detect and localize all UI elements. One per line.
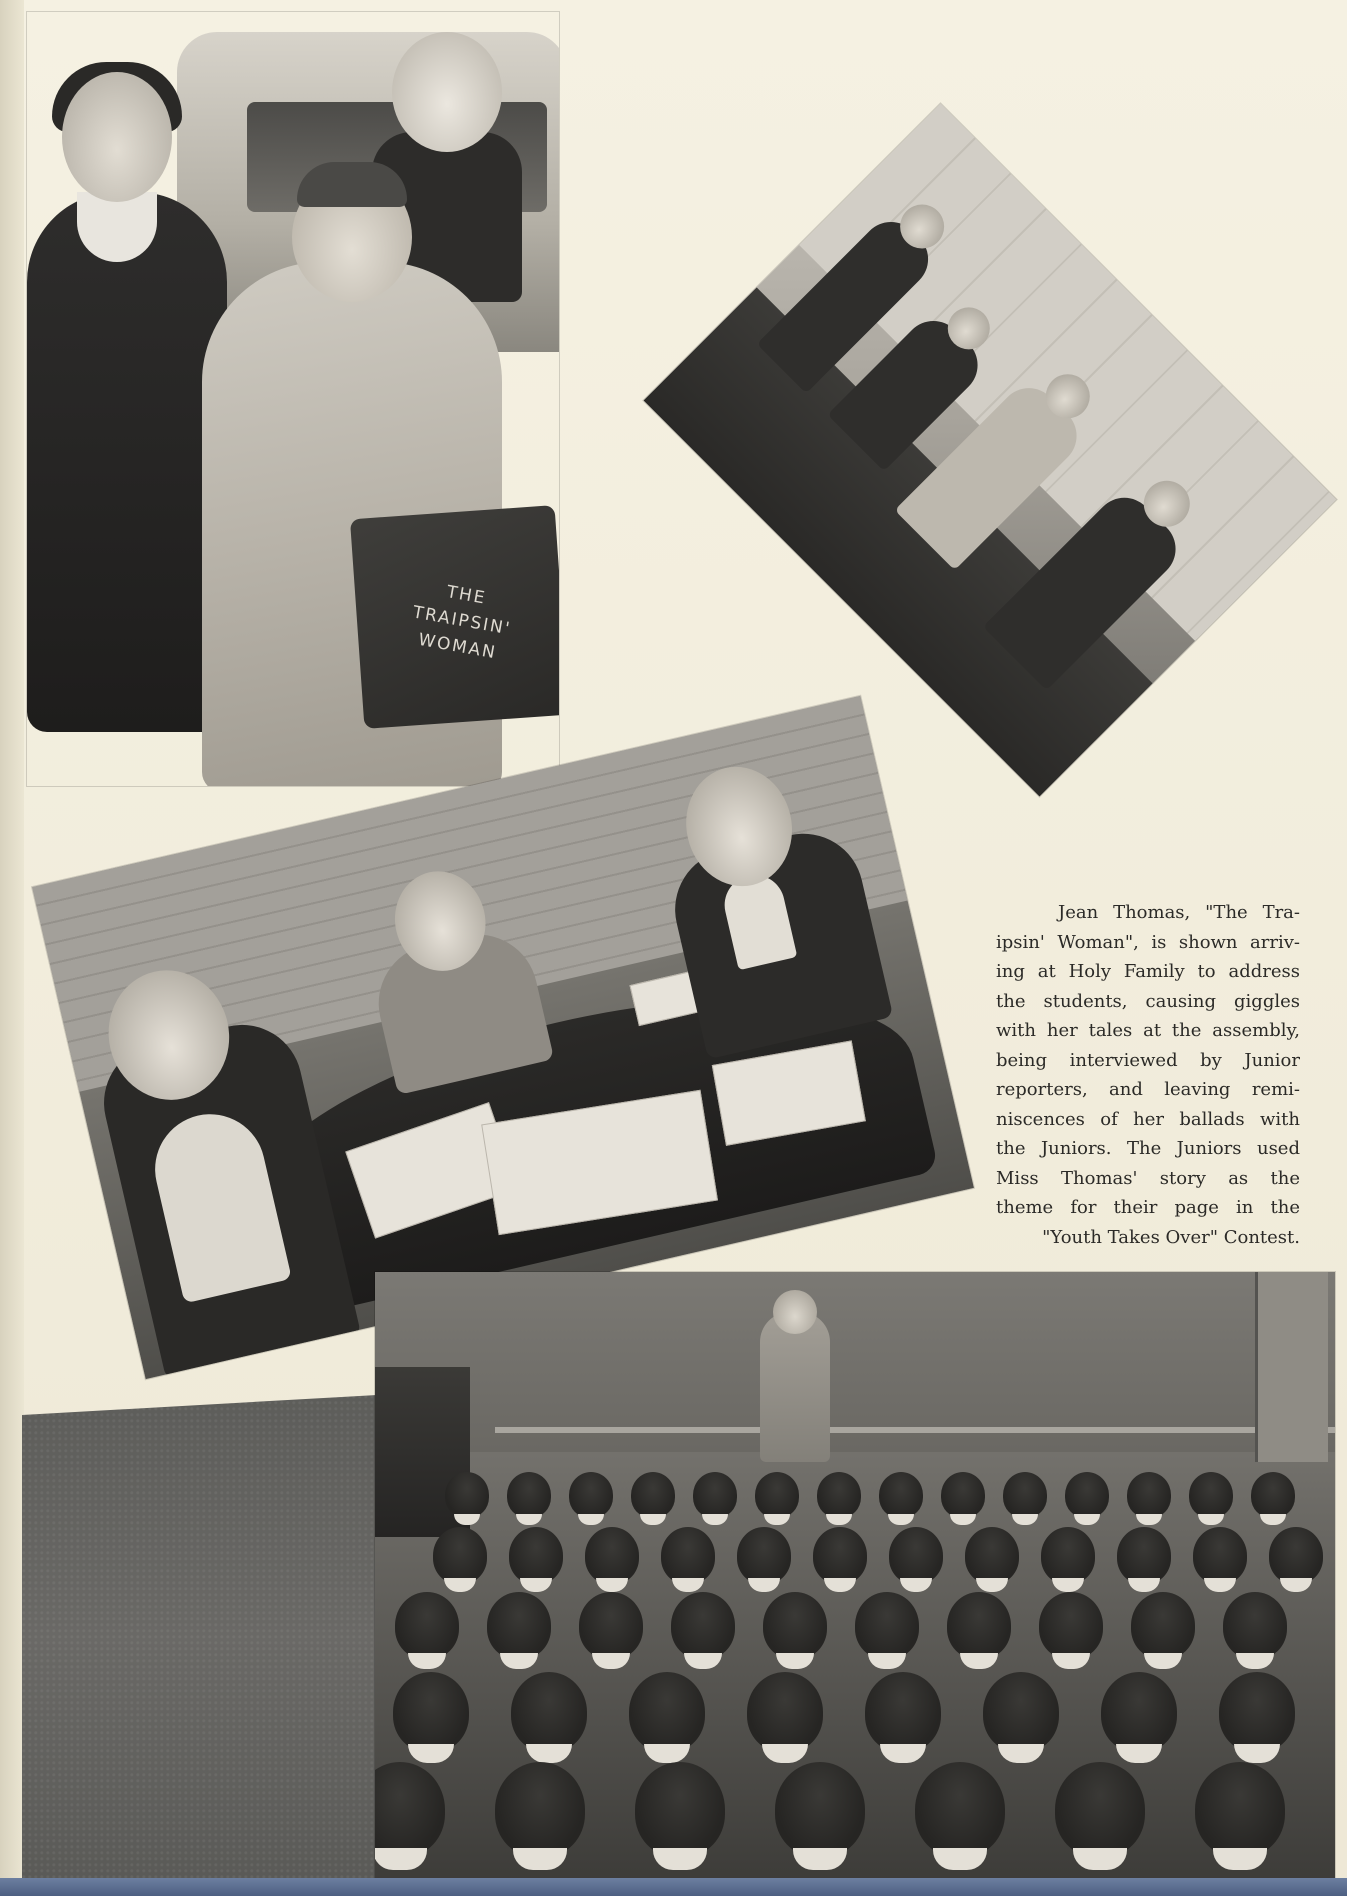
classroom-door [1255,1272,1328,1462]
audience-head [393,1672,469,1752]
audience-head [1189,1472,1233,1518]
audience-head [1193,1527,1247,1584]
grey-paper-panel [22,1395,377,1880]
audience-head [569,1472,613,1518]
audience-head [1055,1762,1145,1857]
audience-collar [1280,1578,1312,1592]
audience-collar [764,1514,790,1525]
audience-collar [824,1578,856,1592]
audience-head [1269,1527,1323,1584]
audience-collar [1144,1653,1182,1669]
caption-line: ing at Holy Family to address [996,961,1300,982]
student-left-head [62,72,172,202]
chalk-ledge [495,1427,1335,1433]
audience-collar [653,1848,707,1871]
audience-head [1101,1672,1177,1752]
audience-collar [578,1514,604,1525]
audience-collar [976,1578,1008,1592]
audience-collar [513,1848,567,1871]
audience-head [495,1762,585,1857]
audience-head [879,1472,923,1518]
audience-collar [1236,1653,1274,1669]
audience-head [1131,1592,1195,1659]
audience-head [509,1527,563,1584]
audience-collar [1074,1514,1100,1525]
audience-collar [1260,1514,1286,1525]
audience-head [747,1672,823,1752]
audience-collar [762,1744,808,1763]
audience-head [487,1592,551,1659]
audience-head [433,1527,487,1584]
photo-arrival [27,12,559,786]
page-bottom-edge [0,1878,1347,1896]
caption-line: the students, causing giggles [996,990,1300,1012]
caption-line: with her tales at the assembly, [996,1020,1300,1041]
audience-head [1117,1527,1171,1584]
audience-head [941,1472,985,1518]
audience-collar [408,1653,446,1669]
audience-head [511,1672,587,1752]
caption-line: "Youth Takes Over" Contest. [1042,1226,1300,1248]
caption-line: being interviewed by Junior [996,1049,1300,1071]
audience-collar [793,1848,847,1871]
photo-assembly-stage [644,104,1337,797]
audience-collar [880,1744,926,1763]
audience-head [965,1527,1019,1584]
audience-collar [950,1514,976,1525]
audience-collar [1136,1514,1162,1525]
audience-collar [776,1653,814,1669]
chalkboard [375,1272,1335,1452]
audience-collar [1198,1514,1224,1525]
audience-head [889,1527,943,1584]
audience-collar [1116,1744,1162,1763]
audience-head [855,1592,919,1659]
audience-head [635,1762,725,1857]
audience-head [1195,1762,1285,1857]
audience-head [947,1592,1011,1659]
audience-collar [1073,1848,1127,1871]
audience-collar [1128,1578,1160,1592]
audience-collar [644,1744,690,1763]
audience-head [1223,1592,1287,1659]
audience-collar [596,1578,628,1592]
caption-line: Miss Thomas' story as the [996,1167,1300,1189]
student-right-head [392,32,502,152]
audience-head [631,1472,675,1518]
audience-head [507,1472,551,1518]
audience-head [1041,1527,1095,1584]
audience-collar [998,1744,1044,1763]
caption-line: niscences of her ballads with [996,1108,1300,1130]
audience-collar [520,1578,552,1592]
audience-head [1003,1472,1047,1518]
audience-collar [1012,1514,1038,1525]
photo-caption [996,898,1300,1252]
audience-collar [375,1848,427,1871]
audience-collar [526,1744,572,1763]
audience-head [395,1592,459,1659]
page-binding-edge [0,0,24,1896]
audience-head [1251,1472,1295,1518]
audience-collar [826,1514,852,1525]
audience-head [1127,1472,1171,1518]
audience-head [1065,1472,1109,1518]
audience-collar [1052,1578,1084,1592]
audience-head [375,1762,445,1857]
bag-lettering: THE TRAIPSIN' WOMAN [411,582,513,664]
audience-collar [640,1514,666,1525]
caption-line: ipsin' Woman", is shown arriv- [996,931,1300,953]
audience-head [817,1472,861,1518]
audience-collar [1234,1744,1280,1763]
audience-collar [888,1514,914,1525]
audience-collar [933,1848,987,1871]
audience-collar [748,1578,780,1592]
audience-head [693,1472,737,1518]
caption-line: Jean Thomas, "The Tra- [1058,902,1300,923]
photo-audience [375,1272,1335,1882]
audience-collar [592,1653,630,1669]
audience-head [865,1672,941,1752]
audience-head [755,1472,799,1518]
speaker-head [773,1290,817,1334]
audience-head [737,1527,791,1584]
audience-head [671,1592,735,1659]
audience-head [579,1592,643,1659]
audience-head [813,1527,867,1584]
audience-collar [684,1653,722,1669]
audience-collar [1213,1848,1267,1871]
caption-line: theme for their page in the [996,1197,1300,1218]
audience-head [1219,1672,1295,1752]
speaker-figure [760,1312,830,1462]
audience-collar [500,1653,538,1669]
caption-line: the Juniors. The Juniors used [996,1138,1300,1159]
audience-head [445,1472,489,1518]
audience-collar [444,1578,476,1592]
audience-head [661,1527,715,1584]
audience-head [763,1592,827,1659]
audience-collar [408,1744,454,1763]
audience-head [585,1527,639,1584]
audience-collar [1052,1653,1090,1669]
audience-collar [900,1578,932,1592]
audience-head [983,1672,1059,1752]
caption-line: reporters, and leaving remi- [996,1079,1300,1100]
audience-head [1039,1592,1103,1659]
audience-collar [1204,1578,1236,1592]
student-left-body [27,192,227,732]
audience-head [915,1762,1005,1857]
audience-collar [672,1578,704,1592]
audience-head [629,1672,705,1752]
audience-collar [516,1514,542,1525]
audience-head [775,1762,865,1857]
audience-collar [702,1514,728,1525]
visitor-hat [297,162,407,207]
audience-collar [960,1653,998,1669]
audience-collar [868,1653,906,1669]
